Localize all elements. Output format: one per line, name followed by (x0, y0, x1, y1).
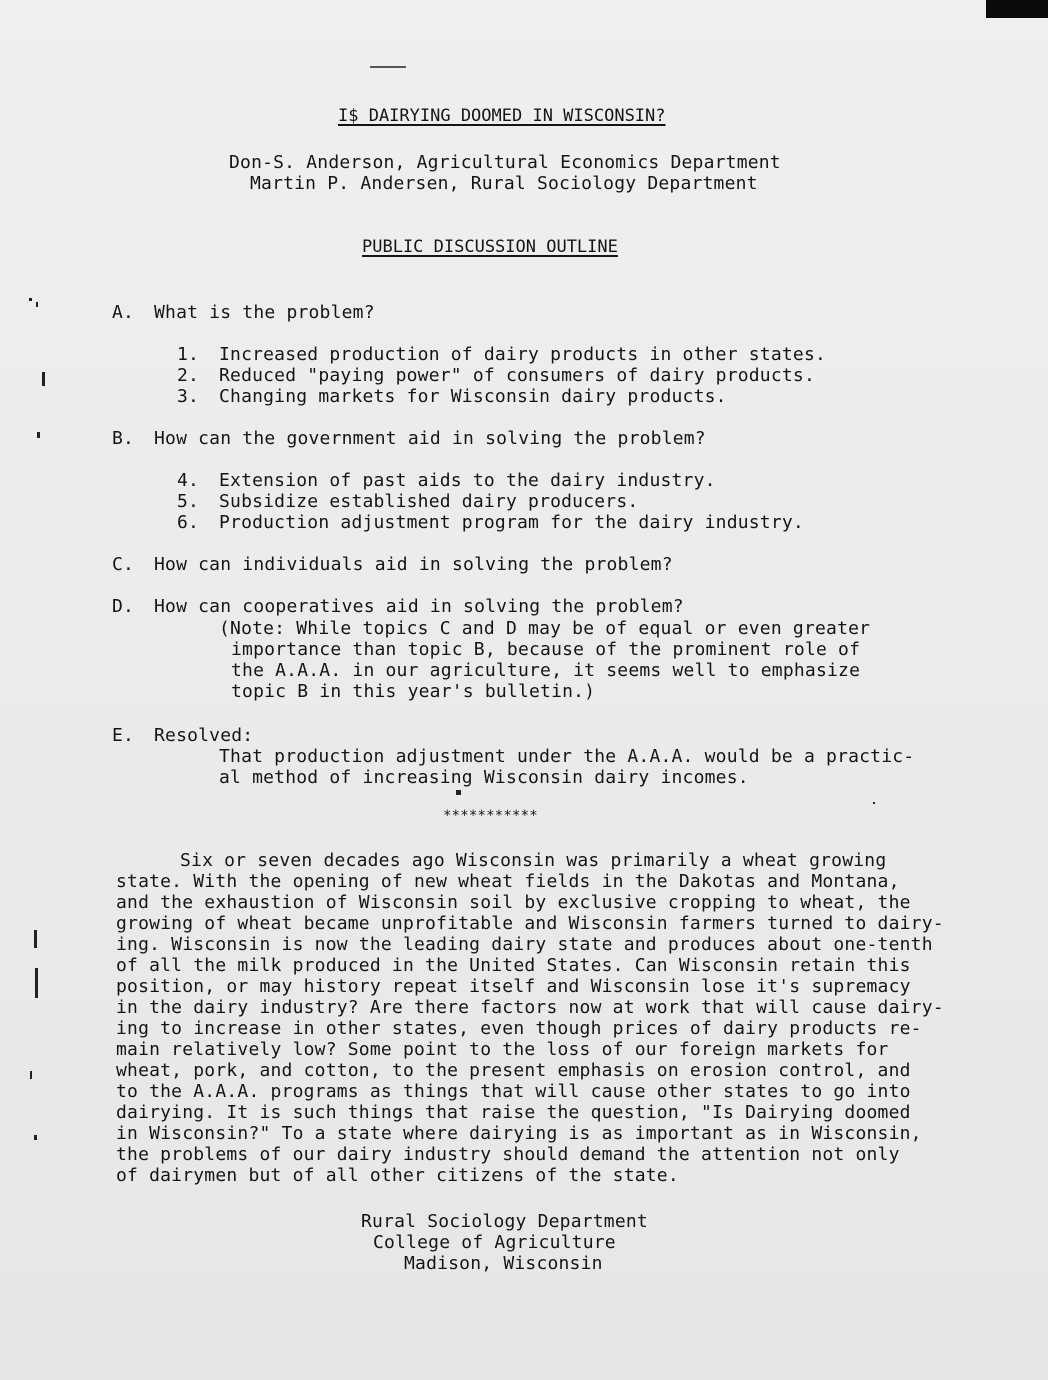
body-line-10: main relatively low? Some point to the loss of our foreign markets for (116, 1039, 889, 1060)
author-line-1: Don-S. Anderson, Agricultural Economics Department (229, 152, 781, 173)
body-line-7: position, or may history repeat itself and Wisconsin lose it's supremacy (116, 976, 911, 997)
section-c-letter: C. (112, 554, 135, 575)
margin-mark (30, 1071, 32, 1079)
body-line-11: wheat, pork, and cotton, to the present emphasis on erosion control, and (116, 1060, 911, 1081)
section-e-label: Resolved: (154, 725, 254, 746)
body-line-8: in the dairy industry? Are there factors now at work that will cause dairy- (116, 997, 944, 1018)
item-1-number: 1. (177, 344, 200, 365)
asterisk-separator: *********** (443, 808, 538, 824)
footer-line-3: Madison, Wisconsin (404, 1253, 603, 1274)
item-3-number: 3. (177, 386, 200, 407)
body-line-13: dairying. It is such things that raise the question, "Is Dairying doomed (116, 1102, 911, 1123)
margin-mark (34, 930, 37, 948)
body-line-4: growing of wheat became unprofitable and Wisconsin farmers turned to dairy- (116, 913, 944, 934)
section-d-note-line-3: the A.A.A. in our agriculture, it seems well to emphasize (231, 660, 861, 681)
item-2-text: Reduced "paying power" of consumers of dairy products. (219, 365, 815, 386)
section-d-question: How can cooperatives aid in solving the problem? (154, 596, 684, 617)
section-b-question: How can the government aid in solving the problem? (154, 428, 706, 449)
margin-mark (42, 372, 45, 386)
margin-mark (35, 968, 38, 998)
body-line-2: state. With the opening of new wheat fields in the Dakotas and Montana, (116, 871, 900, 892)
body-line-14: in Wisconsin?" To a state where dairying is as important as in Wisconsin, (116, 1123, 922, 1144)
footer-line-2: College of Agriculture (373, 1232, 616, 1253)
margin-mark (37, 432, 40, 438)
pencil-dash-mark (370, 66, 406, 68)
section-d-note-line-4: topic B in this year's bulletin.) (231, 681, 596, 702)
item-4-number: 4. (177, 470, 200, 491)
item-5-text: Subsidize established dairy producers. (219, 491, 639, 512)
item-3-text: Changing markets for Wisconsin dairy products. (219, 386, 727, 407)
item-1-text: Increased production of dairy products in other states. (219, 344, 827, 365)
body-line-9: ing to increase in other states, even though prices of dairy products re- (116, 1018, 922, 1039)
body-line-5: ing. Wisconsin is now the leading dairy state and produces about one-tenth (116, 934, 933, 955)
margin-mark (29, 298, 32, 301)
item-6-text: Production adjustment program for the dairy industry. (219, 512, 804, 533)
author-line-2: Martin P. Andersen, Rural Sociology Department (250, 173, 758, 194)
section-d-letter: D. (112, 596, 135, 617)
section-c-question: How can individuals aid in solving the problem? (154, 554, 673, 575)
section-a-letter: A. (112, 302, 135, 323)
section-b-letter: B. (112, 428, 135, 449)
margin-mark (34, 1135, 37, 1140)
section-d-note-line-2: importance than topic B, because of the prominent role of (231, 639, 861, 660)
body-line-12: to the A.A.A. programs as things that will cause other states to go into (116, 1081, 911, 1102)
body-line-3: and the exhaustion of Wisconsin soil by exclusive cropping to wheat, the (116, 892, 911, 913)
scan-corner-mark (986, 0, 1048, 18)
section-a-question: What is the problem? (154, 302, 375, 323)
body-line-6: of all the milk produced in the United States. Can Wisconsin retain this (116, 955, 911, 976)
body-line-16: of dairymen but of all other citizens of the state. (116, 1165, 679, 1186)
item-2-number: 2. (177, 365, 200, 386)
section-d-note-line-1: (Note: While topics C and D may be of equal or even greater (219, 618, 871, 639)
resolution-line-1: That production adjustment under the A.A.A. would be a practic- (219, 746, 915, 767)
margin-mark (456, 790, 461, 795)
item-4-text: Extension of past aids to the dairy industry. (219, 470, 716, 491)
margin-mark (36, 302, 38, 307)
document-title: I$ DAIRYING DOOMED IN WISCONSIN? (338, 106, 666, 126)
section-e-letter: E. (112, 725, 135, 746)
body-line-1: Six or seven decades ago Wisconsin was primarily a wheat growing (180, 850, 887, 871)
outline-heading: PUBLIC DISCUSSION OUTLINE (362, 237, 618, 257)
item-6-number: 6. (177, 512, 200, 533)
body-line-15: the problems of our dairy industry should demand the attention not only (116, 1144, 900, 1165)
item-5-number: 5. (177, 491, 200, 512)
margin-mark (873, 802, 875, 804)
resolution-line-2: al method of increasing Wisconsin dairy incomes. (219, 767, 749, 788)
footer-line-1: Rural Sociology Department (361, 1211, 648, 1232)
